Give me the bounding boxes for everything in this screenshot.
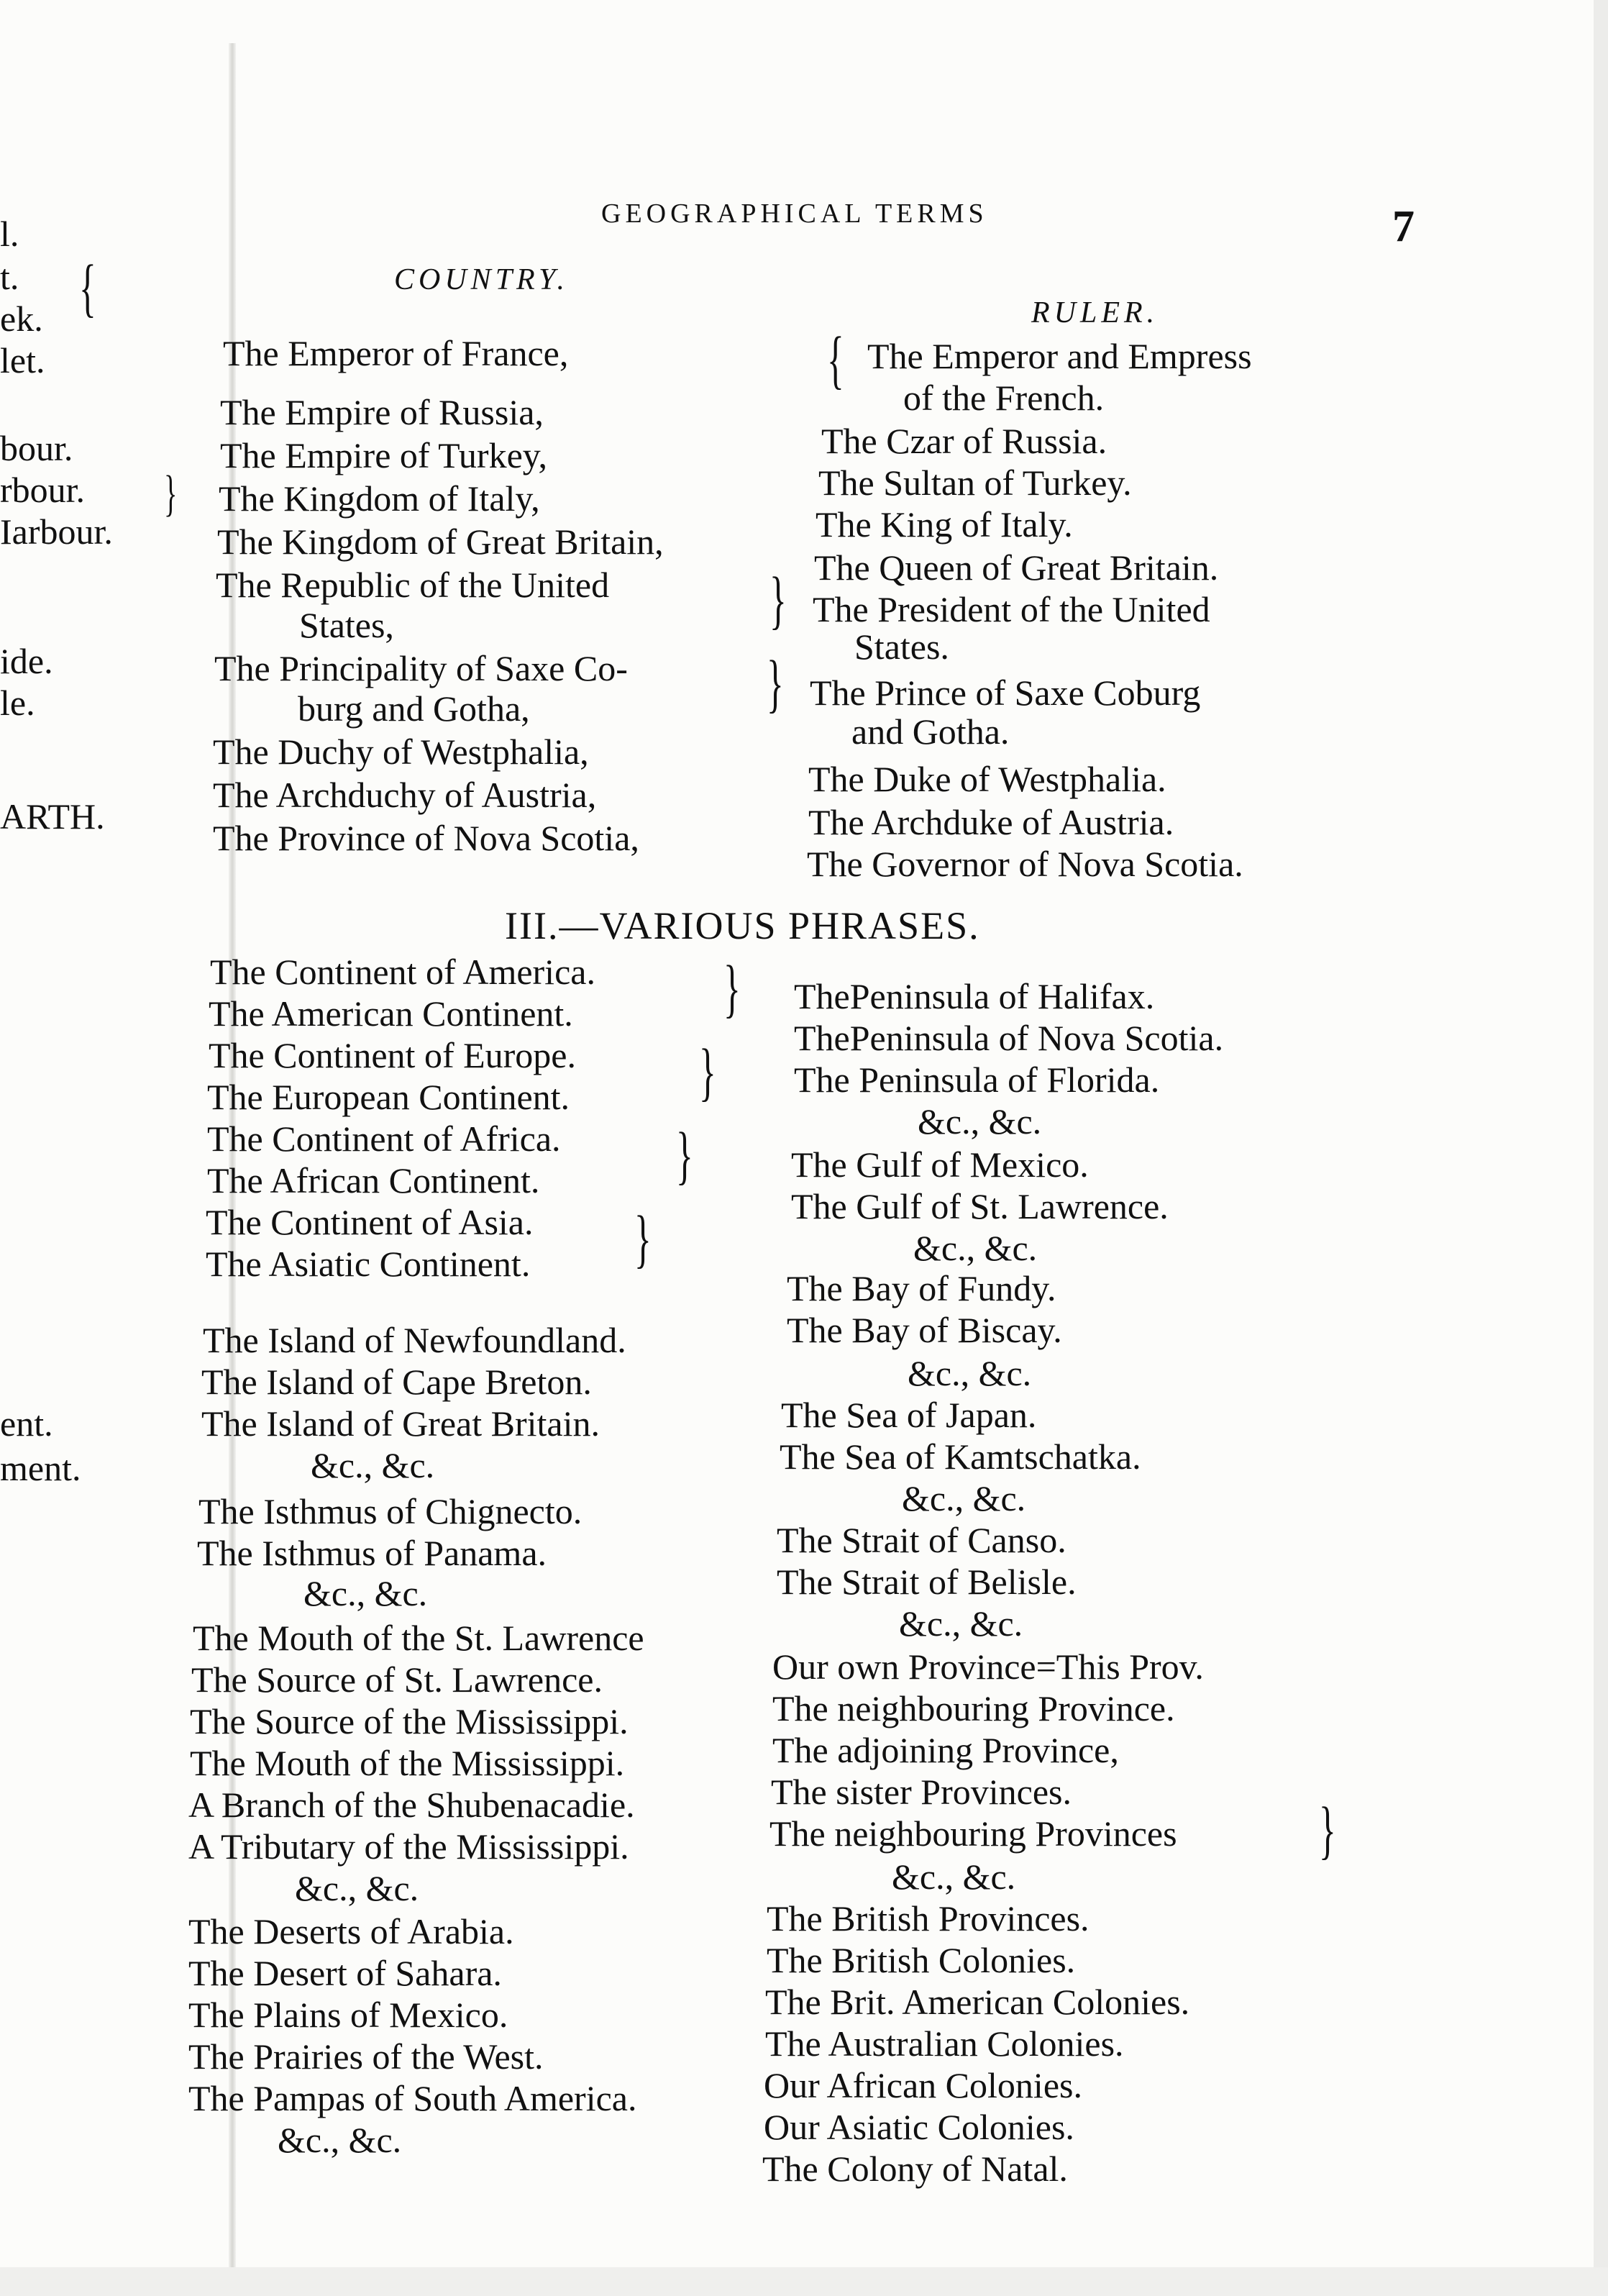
left-fragment: Iarbour.	[0, 511, 113, 552]
country-item: The Kingdom of Italy,	[219, 478, 540, 519]
phrase-right: The neighbouring Province.	[772, 1688, 1175, 1728]
ruler-item: The Archduke of Austria.	[808, 802, 1174, 842]
phrase-left: &c., &c.	[295, 1868, 419, 1908]
ruler-item: The Governor of Nova Scotia.	[807, 844, 1243, 884]
phrase-right: The Sea of Kamtschatka.	[780, 1436, 1141, 1477]
phrase-right: The sister Provinces.	[771, 1772, 1072, 1812]
country-item: States,	[299, 605, 394, 645]
phrase-left: The Plains of Mexico.	[188, 1995, 508, 2035]
phrase-right: The Colony of Natal.	[762, 2149, 1068, 2189]
ruler-item: The Emperor and Empress	[867, 336, 1252, 376]
country-item: The Emperor of France,	[223, 333, 569, 373]
country-item: The Empire of Turkey,	[220, 435, 548, 475]
left-fragment: ent.	[0, 1403, 53, 1444]
phrase-left: The Prairies of the West.	[188, 2036, 544, 2077]
phrase-right: The Gulf of Mexico.	[791, 1144, 1089, 1185]
ruler-item: The President of the United	[813, 589, 1210, 629]
country-brace: }	[769, 565, 787, 636]
country-item: The Duchy of Westphalia,	[213, 732, 589, 772]
left-brace: }	[164, 466, 178, 521]
phrase-brace: }	[676, 1120, 693, 1191]
phrase-left: &c., &c.	[311, 1445, 435, 1485]
phrase-right: The Brit. American Colonies.	[765, 1982, 1190, 2022]
phrase-left: The Continent of Europe.	[209, 1035, 576, 1075]
phrase-left: The Source of St. Lawrence.	[191, 1659, 603, 1700]
phrase-right: &c., &c.	[899, 1603, 1023, 1644]
country-heading: COUNTRY.	[394, 263, 569, 296]
phrase-left: The Island of Cape Breton.	[201, 1362, 592, 1402]
phrase-left: The Isthmus of Chignecto.	[198, 1491, 583, 1531]
ruler-item: The Sultan of Turkey.	[818, 463, 1132, 503]
phrase-right: &c., &c.	[908, 1353, 1032, 1393]
phrase-right: Our own Province=This Prov.	[772, 1646, 1204, 1687]
phrase-brace: }	[723, 953, 741, 1024]
phrase-right: The British Provinces.	[767, 1898, 1089, 1939]
phrase-left: A Branch of the Shubenacadie.	[188, 1785, 635, 1825]
phrase-left: The African Continent.	[207, 1160, 540, 1201]
ruler-item: States.	[854, 627, 949, 667]
phrase-brace: }	[699, 1037, 716, 1108]
phrase-left: The Source of the Mississippi.	[190, 1701, 629, 1741]
country-item: burg and Gotha,	[298, 688, 530, 729]
section-title: III.—VARIOUS PHRASES.	[505, 904, 980, 947]
phrase-brace: }	[1319, 1795, 1336, 1866]
country-brace: }	[767, 648, 784, 719]
phrase-right: Our Asiatic Colonies.	[764, 2107, 1074, 2147]
phrase-left: The Continent of America.	[210, 952, 595, 992]
ruler-item: of the French.	[903, 378, 1105, 418]
country-item: The Kingdom of Great Britain,	[217, 521, 664, 562]
ruler-item: The Czar of Russia.	[821, 421, 1107, 461]
ruler-item: The King of Italy.	[816, 504, 1073, 545]
phrase-right: ThePeninsula of Nova Scotia.	[794, 1018, 1224, 1058]
ruler-item: The Queen of Great Britain.	[814, 547, 1219, 588]
phrase-right: The Peninsula of Florida.	[794, 1060, 1160, 1100]
phrase-right: The Strait of Canso.	[777, 1520, 1066, 1560]
country-item: The Principality of Saxe Co-	[214, 648, 628, 688]
ruler-item: The Duke of Westphalia.	[808, 759, 1166, 799]
country-item: The Archduchy of Austria,	[213, 775, 597, 815]
phrase-right: The Strait of Belisle.	[777, 1562, 1077, 1602]
phrase-left: The Deserts of Arabia.	[188, 1911, 514, 1951]
left-fragment: le.	[0, 683, 35, 723]
phrase-right: &c., &c.	[892, 1857, 1016, 1897]
phrase-left: A Tributary of the Mississippi.	[188, 1826, 629, 1867]
left-fragment: t.	[0, 257, 19, 297]
phrase-left: The American Continent.	[209, 993, 573, 1034]
phrase-left: The Island of Newfoundland.	[203, 1320, 626, 1360]
page-edge	[1594, 0, 1608, 2296]
ruler-item: and Gotha.	[851, 711, 1010, 752]
phrase-right: &c., &c.	[913, 1228, 1038, 1268]
phrase-right: &c., &c.	[918, 1101, 1042, 1142]
page-number: 7	[1392, 202, 1415, 251]
phrase-left: &c., &c.	[278, 2120, 402, 2160]
left-fragment: l.	[0, 214, 19, 254]
country-item: The Republic of the United	[216, 565, 610, 605]
ruler-heading: RULER.	[1031, 296, 1159, 329]
phrase-left: The Asiatic Continent.	[206, 1244, 531, 1284]
country-item: The Empire of Russia,	[220, 392, 544, 432]
phrase-left: The Mouth of the St. Lawrence	[193, 1618, 644, 1658]
phrase-left: The Island of Great Britain.	[201, 1403, 600, 1444]
phrase-left: The Continent of Asia.	[206, 1202, 534, 1242]
phrase-right: Our African Colonies.	[764, 2065, 1082, 2105]
left-fragment: ide.	[0, 641, 53, 681]
phrase-right: ThePeninsula of Halifax.	[794, 976, 1155, 1016]
phrase-left: The Desert of Sahara.	[188, 1953, 502, 1993]
left-brace: {	[79, 252, 96, 324]
left-fragment: rbour.	[0, 470, 86, 510]
phrase-right: The Bay of Biscay.	[787, 1310, 1062, 1350]
phrase-right: The Sea of Japan.	[781, 1395, 1037, 1435]
phrase-left: The Isthmus of Panama.	[197, 1533, 547, 1573]
left-fragment: bour.	[0, 428, 73, 468]
left-fragment: let.	[0, 340, 45, 381]
phrase-left: The Mouth of the Mississippi.	[190, 1743, 625, 1783]
phrase-right: The Gulf of St. Lawrence.	[791, 1186, 1169, 1226]
phrase-right: The Australian Colonies.	[765, 2023, 1124, 2064]
phrase-brace: }	[634, 1203, 652, 1275]
running-header: GEOGRAPHICAL TERMS	[601, 199, 988, 229]
phrase-left: The Pampas of South America.	[188, 2078, 637, 2118]
phrase-right: The neighbouring Provinces	[769, 1813, 1177, 1854]
ruler-item: The Prince of Saxe Coburg	[810, 673, 1201, 713]
phrase-left: The Continent of Africa.	[207, 1119, 561, 1159]
ruler-brace: {	[827, 324, 844, 396]
left-fragment: ek.	[0, 299, 43, 339]
phrase-right: The Bay of Fundy.	[787, 1268, 1056, 1308]
phrase-left: The European Continent.	[207, 1077, 570, 1117]
left-fragment: ARTH.	[0, 796, 105, 837]
phrase-left: &c., &c.	[303, 1573, 428, 1613]
left-fragment: ment.	[0, 1448, 81, 1488]
phrase-right: The adjoining Province,	[772, 1730, 1119, 1770]
phrase-right: &c., &c.	[902, 1478, 1026, 1518]
country-item: The Province of Nova Scotia,	[213, 818, 639, 858]
phrase-right: The British Colonies.	[767, 1940, 1076, 1980]
page-edge-bottom	[0, 2267, 1608, 2296]
